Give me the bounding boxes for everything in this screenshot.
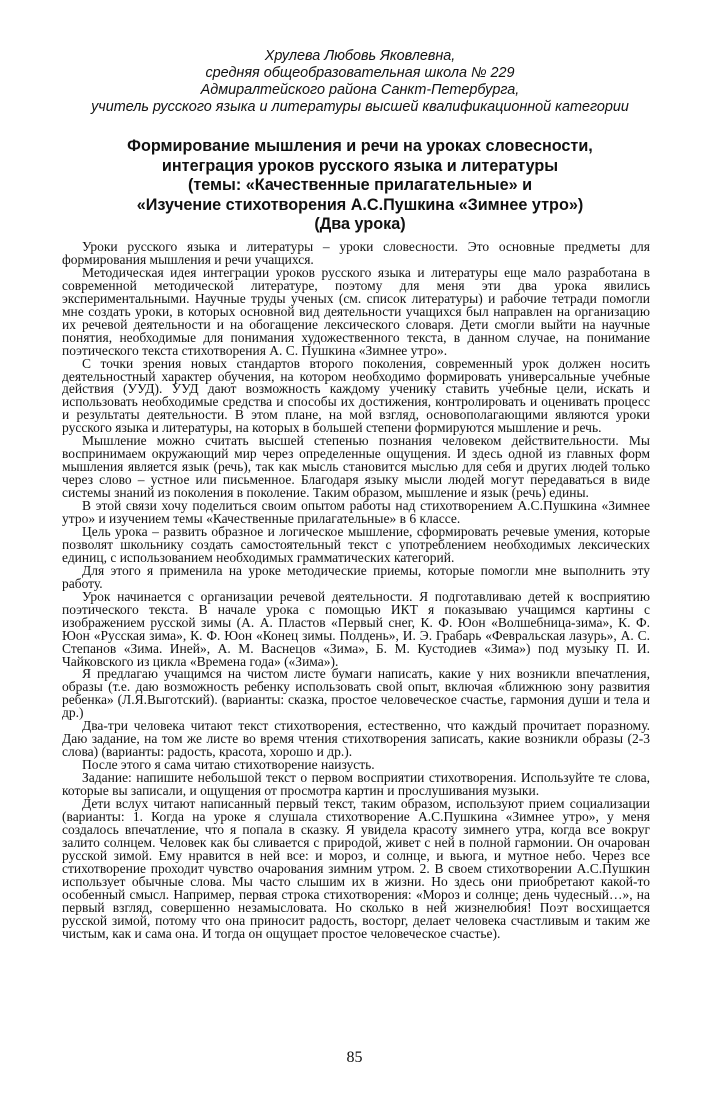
page-number: 85: [346, 1049, 363, 1066]
title-line-2: интеграция уроков русского языка и литературы: [161, 156, 559, 175]
author-school: средняя общеобразовательная школа № 229: [205, 65, 515, 81]
paragraph: Уроки русского языка и литературы – уроки словесности. Это основные предметы для формирования мышления и речи учащихся.: [62, 239, 650, 267]
article-title: [60, 137, 660, 235]
paragraph: Я предлагаю учащимся на чистом листе бумаги написать, какие у них возникли впечатления, образы (т.е. даю возможность ребенку использовать свой опыт, включая «ближнюю зону развития ребенка» (Л.Я.Выготский). (варианты: сказка, простое человеческое счастье, гармония души и тела и др.): [62, 666, 650, 721]
paragraph: После этого я сама читаю стихотворение наизусть.: [82, 757, 375, 773]
author-name: Хрулева Любовь Яковлевна,: [264, 48, 456, 64]
title-line-5: (Два урока): [314, 215, 406, 233]
paragraph: Урок начинается с организации речевой деятельности. Я подготавливаю детей к восприятию поэтического текста. В начале урока с помощью ИКТ я показываю учащимся картины с изображением русской зимы (А. А. Пластов «Первый снег, К. Ф. Юон «Волшебница-зима», К. Ф. Юон «Русская зима», К. Ф. Юон «Конец зимы. Полдень», И. Э. Грабарь «Февральская лазурь», А. С. Степанов «Зима. Иней», А. М. Васнецов «Зима», Б. М. Кустодиев «Зима») под музыку П. И. Чайковского из цикла «Времена года» («Зима»).: [62, 588, 650, 669]
paragraph: Мышление можно считать высшей степенью познания человеком действительности. Мы воспринимаем окружающий мир через определенные ощущения. И здесь одной из главных форм мышления является язык (речь), так как мысль становится мыслью для себя и других людей только через слово – устное или письменное. Благодаря языку мысли людей могут передаваться в виде системы знаний из поколения в поколение. Таким образом, мышление и язык (речь) едины.: [62, 433, 650, 501]
article-body: [62, 241, 650, 940]
paragraph: Цель урока – развить образное и логическое мышление, сформировать речевые умения, которые позволят школьнику создать самостоятельный текст с употреблением необходимых лексических единиц, с использованием необходимых грамматических категорий.: [62, 523, 650, 565]
paragraph: Для этого я применила на уроке методические приемы, которые помогли мне выполнить эту работу.: [62, 562, 650, 591]
author-block: [60, 48, 660, 116]
paragraph: В этой связи хочу поделиться своим опытом работы над стихотворением А.С.Пушкина «Зимнее утро» и изучением темы «Качественные прилагательные» в 6 классе.: [62, 498, 650, 527]
paragraph: Методическая идея интеграции уроков русского языка и литературы еще мало разработана в современной методической литературе, поэтому для меня эти два урока явились экспериментальными. Научные труды ученых (см. список литературы) и рабочие тетради помогли мне создать уроки, в которых основной вид деятельности учащихся был направлен на организацию их речевой деятельности и на обогащение лексического словаря. Дети смогли выйти на научные понятия, необходимые для понимания художественного текста, в данном случае, на понимание поэтического текста стихотворения А. С. Пушкина «Зимнее утро».: [62, 264, 650, 358]
title-line-4: «Изучение стихотворения А.С.Пушкина «Зимнее утро»): [136, 195, 584, 214]
paragraph: Два-три человека читают текст стихотворения, естественно, что каждый прочитает поразному. Даю задание, на том же листе во время чтения стихотворения записать, какие возникли образы (2-3 слова) (варианты: радость, красота, хорошо и др.).: [62, 718, 650, 760]
author-position: учитель русского языка и литературы высшей квалификационной категории: [91, 99, 629, 115]
title-line-1: Формирование мышления и речи на уроках словесности,: [127, 137, 593, 155]
paragraph: Дети вслух читают написанный первый текст, таким образом, используют прием социализации (варианты: 1. Когда на уроке я слушала стихотворение А.С.Пушкина «Зимнее утро», у меня создалось впечатление, что я попала в сказку. Я увидела красоту зимнего утра, когда все вокруг залито солнцем. Человек как бы сливается с природой, живет с ней в полной гармонии. Он очарован русской зимой. Ему нравится в ней все: и мороз, и солнце, и вьюга, и мутное небо. Через все стихотворение проходит чувство очарования зимним утром. 2. В своем стихотворении А.С.Пушкин использует обычные слова. Мы часто слышим их в жизни. Но здесь они приобретают какой-то особенный смысл. Например, первая строка стихотворения: «Мороз и солнце; день чудесный…», на первый взгляд, совершенно незамысловата. Но сколько в ней жизнелюбия! Поэт восхищается русской зимой, потому что она приносит радость, восторг, делает человека счастливым и таким же чистым, как и сама она. И тогда он ощущает простое человеческое счастье).: [62, 795, 650, 941]
author-district: Адмиралтейского района Санкт-Петербурга,: [200, 82, 520, 98]
title-line-3: (темы: «Качественные прилагательные» и: [187, 176, 533, 194]
paragraph: С точки зрения новых стандартов второго поколения, современный урок должен носить деятельностный характер обучения, на котором необходимо формировать универсальные учебные действия (УУД). УУД дают возможность каждому ученику ставить учебные цели, искать и использовать необходимые средства и способы их достижения, контролировать и оценивать процесс и результаты деятельности. В этом плане, на мой взгляд, основополагающими являются уроки русского языка и литературы, на которых в большей степени формируются мышление и речь.: [62, 355, 650, 436]
paragraph: Задание: напишите небольшой текст о первом восприятии стихотворения. Используйте те слова, которые вы записали, и ощущения от просмотра картин и прослушивания музыки.: [62, 770, 650, 799]
